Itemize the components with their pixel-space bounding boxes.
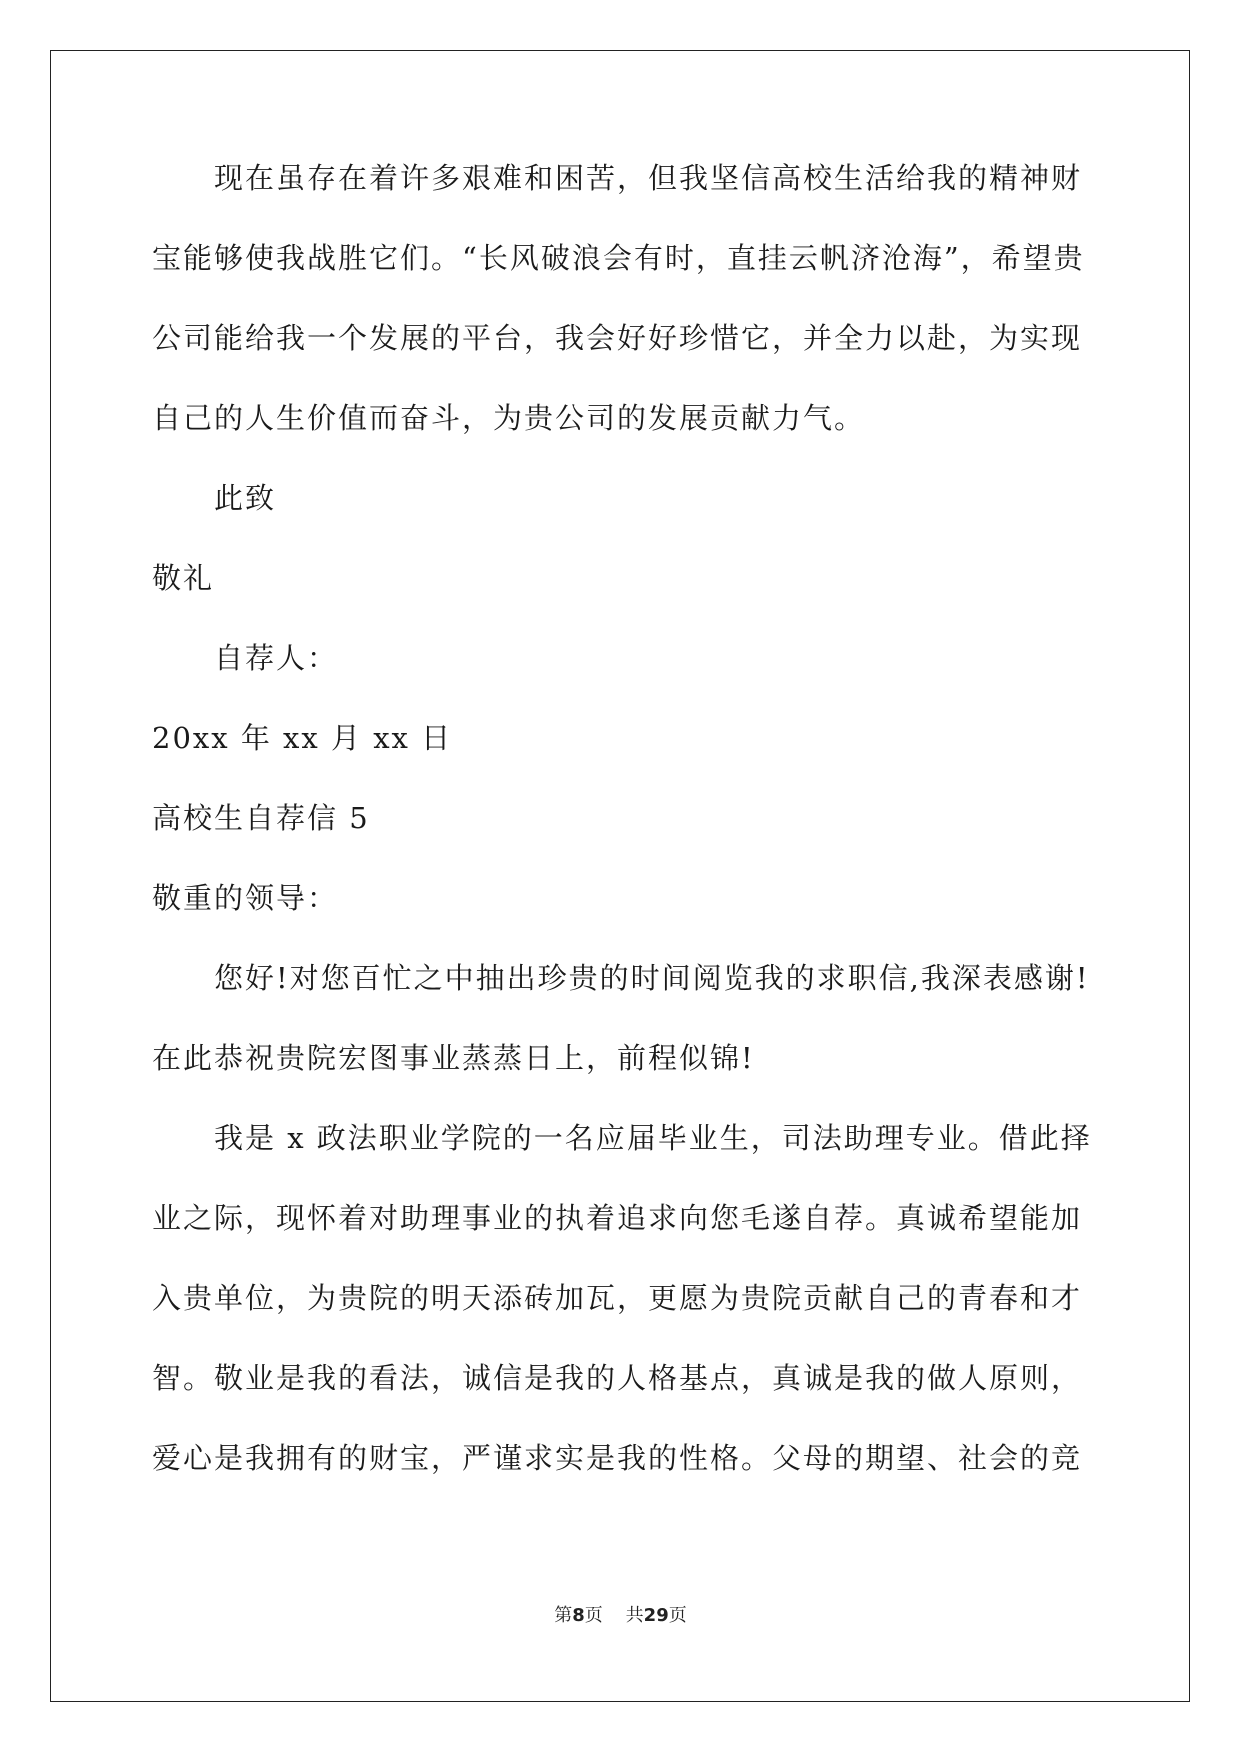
total-pages: 29	[643, 1605, 669, 1626]
greeting: 敬重的领导：	[152, 881, 339, 915]
closing-salutation: 此致	[214, 481, 277, 515]
page-suffix: 页	[584, 1605, 603, 1626]
paragraph-line: 入贵单位，为贵院的明天添砖加瓦，更愿为贵院贡献自己的青春和才	[152, 1281, 1083, 1315]
closing-respect: 敬礼	[152, 561, 215, 595]
paragraph-line: 宝能够使我战胜它们。“长风破浪会有时，直挂云帆济沧海”，希望贵	[152, 241, 1085, 275]
date-line: 20xx 年 xx 月 xx 日	[152, 721, 453, 755]
paragraph-line: 在此恭祝贵院宏图事业蒸蒸日上，前程似锦!	[152, 1041, 755, 1075]
letter-title: 高校生自荐信 5	[152, 801, 370, 835]
paragraph-line: 现在虽存在着许多艰难和困苦，但我坚信高校生活给我的精神财	[214, 161, 1083, 195]
paragraph-line: 我是 x 政法职业学院的一名应届毕业生，司法助理专业。借此择	[214, 1121, 1092, 1155]
paragraph-line: 爱心是我拥有的财宝，严谨求实是我的性格。父母的期望、社会的竞	[152, 1441, 1083, 1475]
page-prefix: 第	[554, 1605, 573, 1626]
paragraph-line: 自己的人生价值而奋斗，为贵公司的发展贡献力气。	[152, 401, 866, 435]
signature-label: 自荐人：	[214, 641, 339, 675]
total-suffix: 页	[668, 1605, 687, 1626]
page-number: 8	[572, 1605, 585, 1626]
paragraph-line: 智。敬业是我的看法，诚信是我的人格基点，真诚是我的做人原则，	[152, 1361, 1083, 1395]
paragraph-line: 业之际，现怀着对助理事业的执着追求向您毛遂自荐。真诚希望能加	[152, 1201, 1083, 1235]
page-footer	[0, 1604, 1241, 1628]
total-prefix: 共	[625, 1605, 644, 1626]
paragraph-line: 公司能给我一个发展的平台，我会好好珍惜它，并全力以赴，为实现	[152, 321, 1083, 355]
paragraph-line: 您好!对您百忙之中抽出珍贵的时间阅览我的求职信,我深表感谢!	[214, 961, 1090, 995]
